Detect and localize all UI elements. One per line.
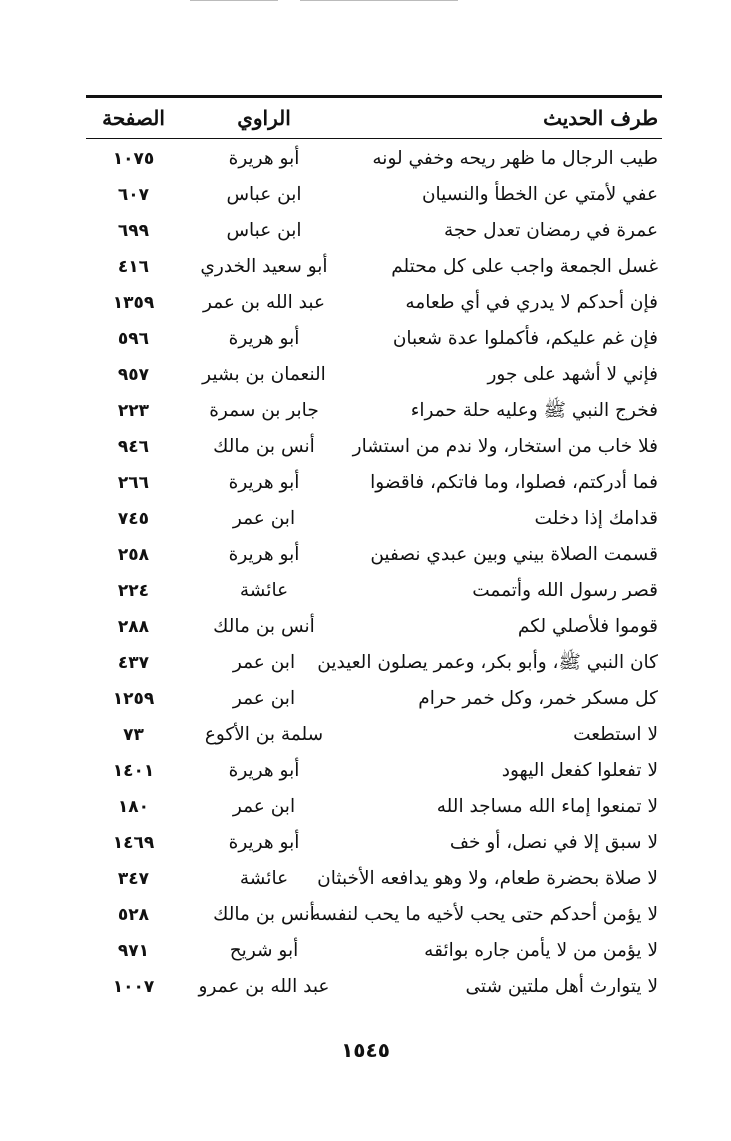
table-header-row <box>86 98 662 138</box>
hadith-text: لا يؤمن من لا يأمن جاره بوائقه <box>424 940 658 961</box>
narrator-name: ابن عباس <box>226 220 302 241</box>
page-ref: ٩٤٦ <box>117 437 150 457</box>
hadith-text: كل مسكر خمر، وكل خمر حرام <box>418 688 658 709</box>
hadith-text: لا سبق إلا في نصل، أو خف <box>449 832 658 853</box>
narrator-name: أنس بن مالك <box>213 904 315 925</box>
table-row <box>86 933 662 969</box>
narrator-name: عائشة <box>239 868 289 889</box>
page-ref: ٢٦٦ <box>117 473 150 493</box>
hadith-text: قدامك إذا دخلت <box>534 508 658 529</box>
hadith-text: فما أدركتم، فصلوا، وما فاتكم، فاقضوا <box>370 472 658 493</box>
page-ref: ٤٣٧ <box>117 653 150 673</box>
table-row <box>86 789 662 825</box>
hadith-text: لا تفعلوا كفعل اليهود <box>501 760 658 781</box>
table-row <box>86 537 662 573</box>
page-ref: ١٤٠١ <box>112 761 155 781</box>
page-ref: ١٠٠٧ <box>112 977 155 997</box>
narrator-name: أنس بن مالك <box>213 616 315 637</box>
table-row <box>86 177 662 213</box>
page-ref: ٣٤٧ <box>117 869 150 889</box>
narrator-name: أنس بن مالك <box>213 436 315 457</box>
page-ref: ٢٥٨ <box>117 545 150 565</box>
table-row <box>86 717 662 753</box>
hadith-text: لا تمنعوا إماء الله مساجد الله <box>436 796 658 817</box>
narrator-name: عبد الله بن عمر <box>203 292 325 313</box>
narrator-name: أبو هريرة <box>228 544 300 565</box>
page-ref: ٥٩٦ <box>117 329 150 349</box>
page-ref: ٧٤٥ <box>117 509 150 529</box>
narrator-name: أبو هريرة <box>228 472 300 493</box>
narrator-name: أبو شريح <box>229 940 299 961</box>
table-row <box>86 753 662 789</box>
hadith-text: لا صلاة بحضرة طعام، ولا وهو يدافعه الأخبثان <box>317 868 658 889</box>
table-row <box>86 897 662 933</box>
narrator-name: عبد الله بن عمرو <box>198 976 330 997</box>
page-ref: ٦٠٧ <box>117 185 150 205</box>
table-body <box>86 139 662 1005</box>
hadith-text: فإن غم عليكم، فأكملوا عدة شعبان <box>392 328 658 349</box>
page-number: ١٥٤٥ <box>341 1038 390 1062</box>
hadith-text: فلا خاب من استخار، ولا ندم من استشار <box>352 436 658 457</box>
page-ref: ١٢٥٩ <box>112 689 155 709</box>
page-ref: ٥٢٨ <box>117 905 150 925</box>
hadith-text: فإن أحدكم لا يدري في أي طعامه <box>405 292 658 313</box>
narrator-name: النعمان بن بشير <box>202 364 326 385</box>
top-decorative-rule-right <box>300 0 458 1</box>
narrator-name: ابن عمر <box>232 508 296 529</box>
table-row <box>86 609 662 645</box>
page-ref: ٢٨٨ <box>117 617 150 637</box>
hadith-text: عمرة في رمضان تعدل حجة <box>443 220 658 241</box>
hadith-text: فإني لا أشهد على جور <box>487 364 658 385</box>
page-ref: ٧٣ <box>123 725 144 745</box>
page-ref: ٤١٦ <box>117 257 150 277</box>
top-decorative-rule-left <box>190 0 278 1</box>
narrator-name: ابن عباس <box>226 184 302 205</box>
narrator-name: أبو هريرة <box>228 148 300 169</box>
page-ref: ٢٢٤ <box>117 581 150 601</box>
narrator-name: سلمة بن الأكوع <box>204 724 324 745</box>
hadith-text: قسمت الصلاة بيني وبين عبدي نصفين <box>370 544 658 565</box>
narrator-name: ابن عمر <box>232 796 296 817</box>
narrator-name: عائشة <box>239 580 289 601</box>
table-row <box>86 357 662 393</box>
hadith-text: قوموا فلأصلي لكم <box>517 616 658 637</box>
table-row <box>86 969 662 1005</box>
hadith-index-table <box>86 95 662 1005</box>
page-ref: ١٤٦٩ <box>112 833 155 853</box>
table-row <box>86 429 662 465</box>
hadith-text: قصر رسول الله وأتممت <box>472 580 658 601</box>
table-row <box>86 321 662 357</box>
hadith-text: فخرج النبي ﷺ وعليه حلة حمراء <box>410 400 658 421</box>
page-ref: ٢٢٣ <box>117 401 150 421</box>
narrator-name: أبو هريرة <box>228 832 300 853</box>
hadith-text: عفي لأمتي عن الخطأ والنسيان <box>421 184 658 205</box>
hadith-text: طيب الرجال ما ظهر ريحه وخفي لونه <box>372 148 658 169</box>
hadith-text: غسل الجمعة واجب على كل محتلم <box>391 256 658 277</box>
table-row <box>86 141 662 177</box>
hadith-text: لا استطعت <box>573 724 658 745</box>
table-row <box>86 393 662 429</box>
page-ref: ٦٩٩ <box>117 221 150 241</box>
table-row <box>86 825 662 861</box>
table-row <box>86 213 662 249</box>
page-ref: ١٠٧٥ <box>112 149 155 169</box>
table-row <box>86 861 662 897</box>
header-narrator: الراوي <box>237 106 291 130</box>
page-ref: ١٣٥٩ <box>112 293 155 313</box>
header-hadith: طرف الحديث <box>543 106 658 130</box>
narrator-name: أبو سعيد الخدري <box>200 256 328 277</box>
hadith-text: كان النبي ﷺ، وأبو بكر، وعمر يصلون العيدين <box>317 652 658 673</box>
page-ref: ٩٥٧ <box>117 365 150 385</box>
page-ref: ١٨٠ <box>117 797 150 817</box>
table-row <box>86 465 662 501</box>
table-row <box>86 249 662 285</box>
table-row <box>86 645 662 681</box>
narrator-name: جابر بن سمرة <box>209 400 319 421</box>
narrator-name: ابن عمر <box>232 652 296 673</box>
header-page: الصفحة <box>102 106 165 130</box>
table-row <box>86 573 662 609</box>
table-row <box>86 501 662 537</box>
page-ref: ٩٧١ <box>117 941 150 961</box>
table-row <box>86 681 662 717</box>
narrator-name: ابن عمر <box>232 688 296 709</box>
hadith-text: لا يؤمن أحدكم حتى يحب لأخيه ما يحب لنفسه <box>311 904 658 925</box>
narrator-name: أبو هريرة <box>228 328 300 349</box>
table-row <box>86 285 662 321</box>
narrator-name: أبو هريرة <box>228 760 300 781</box>
hadith-text: لا يتوارث أهل ملتين شتى <box>465 976 658 997</box>
